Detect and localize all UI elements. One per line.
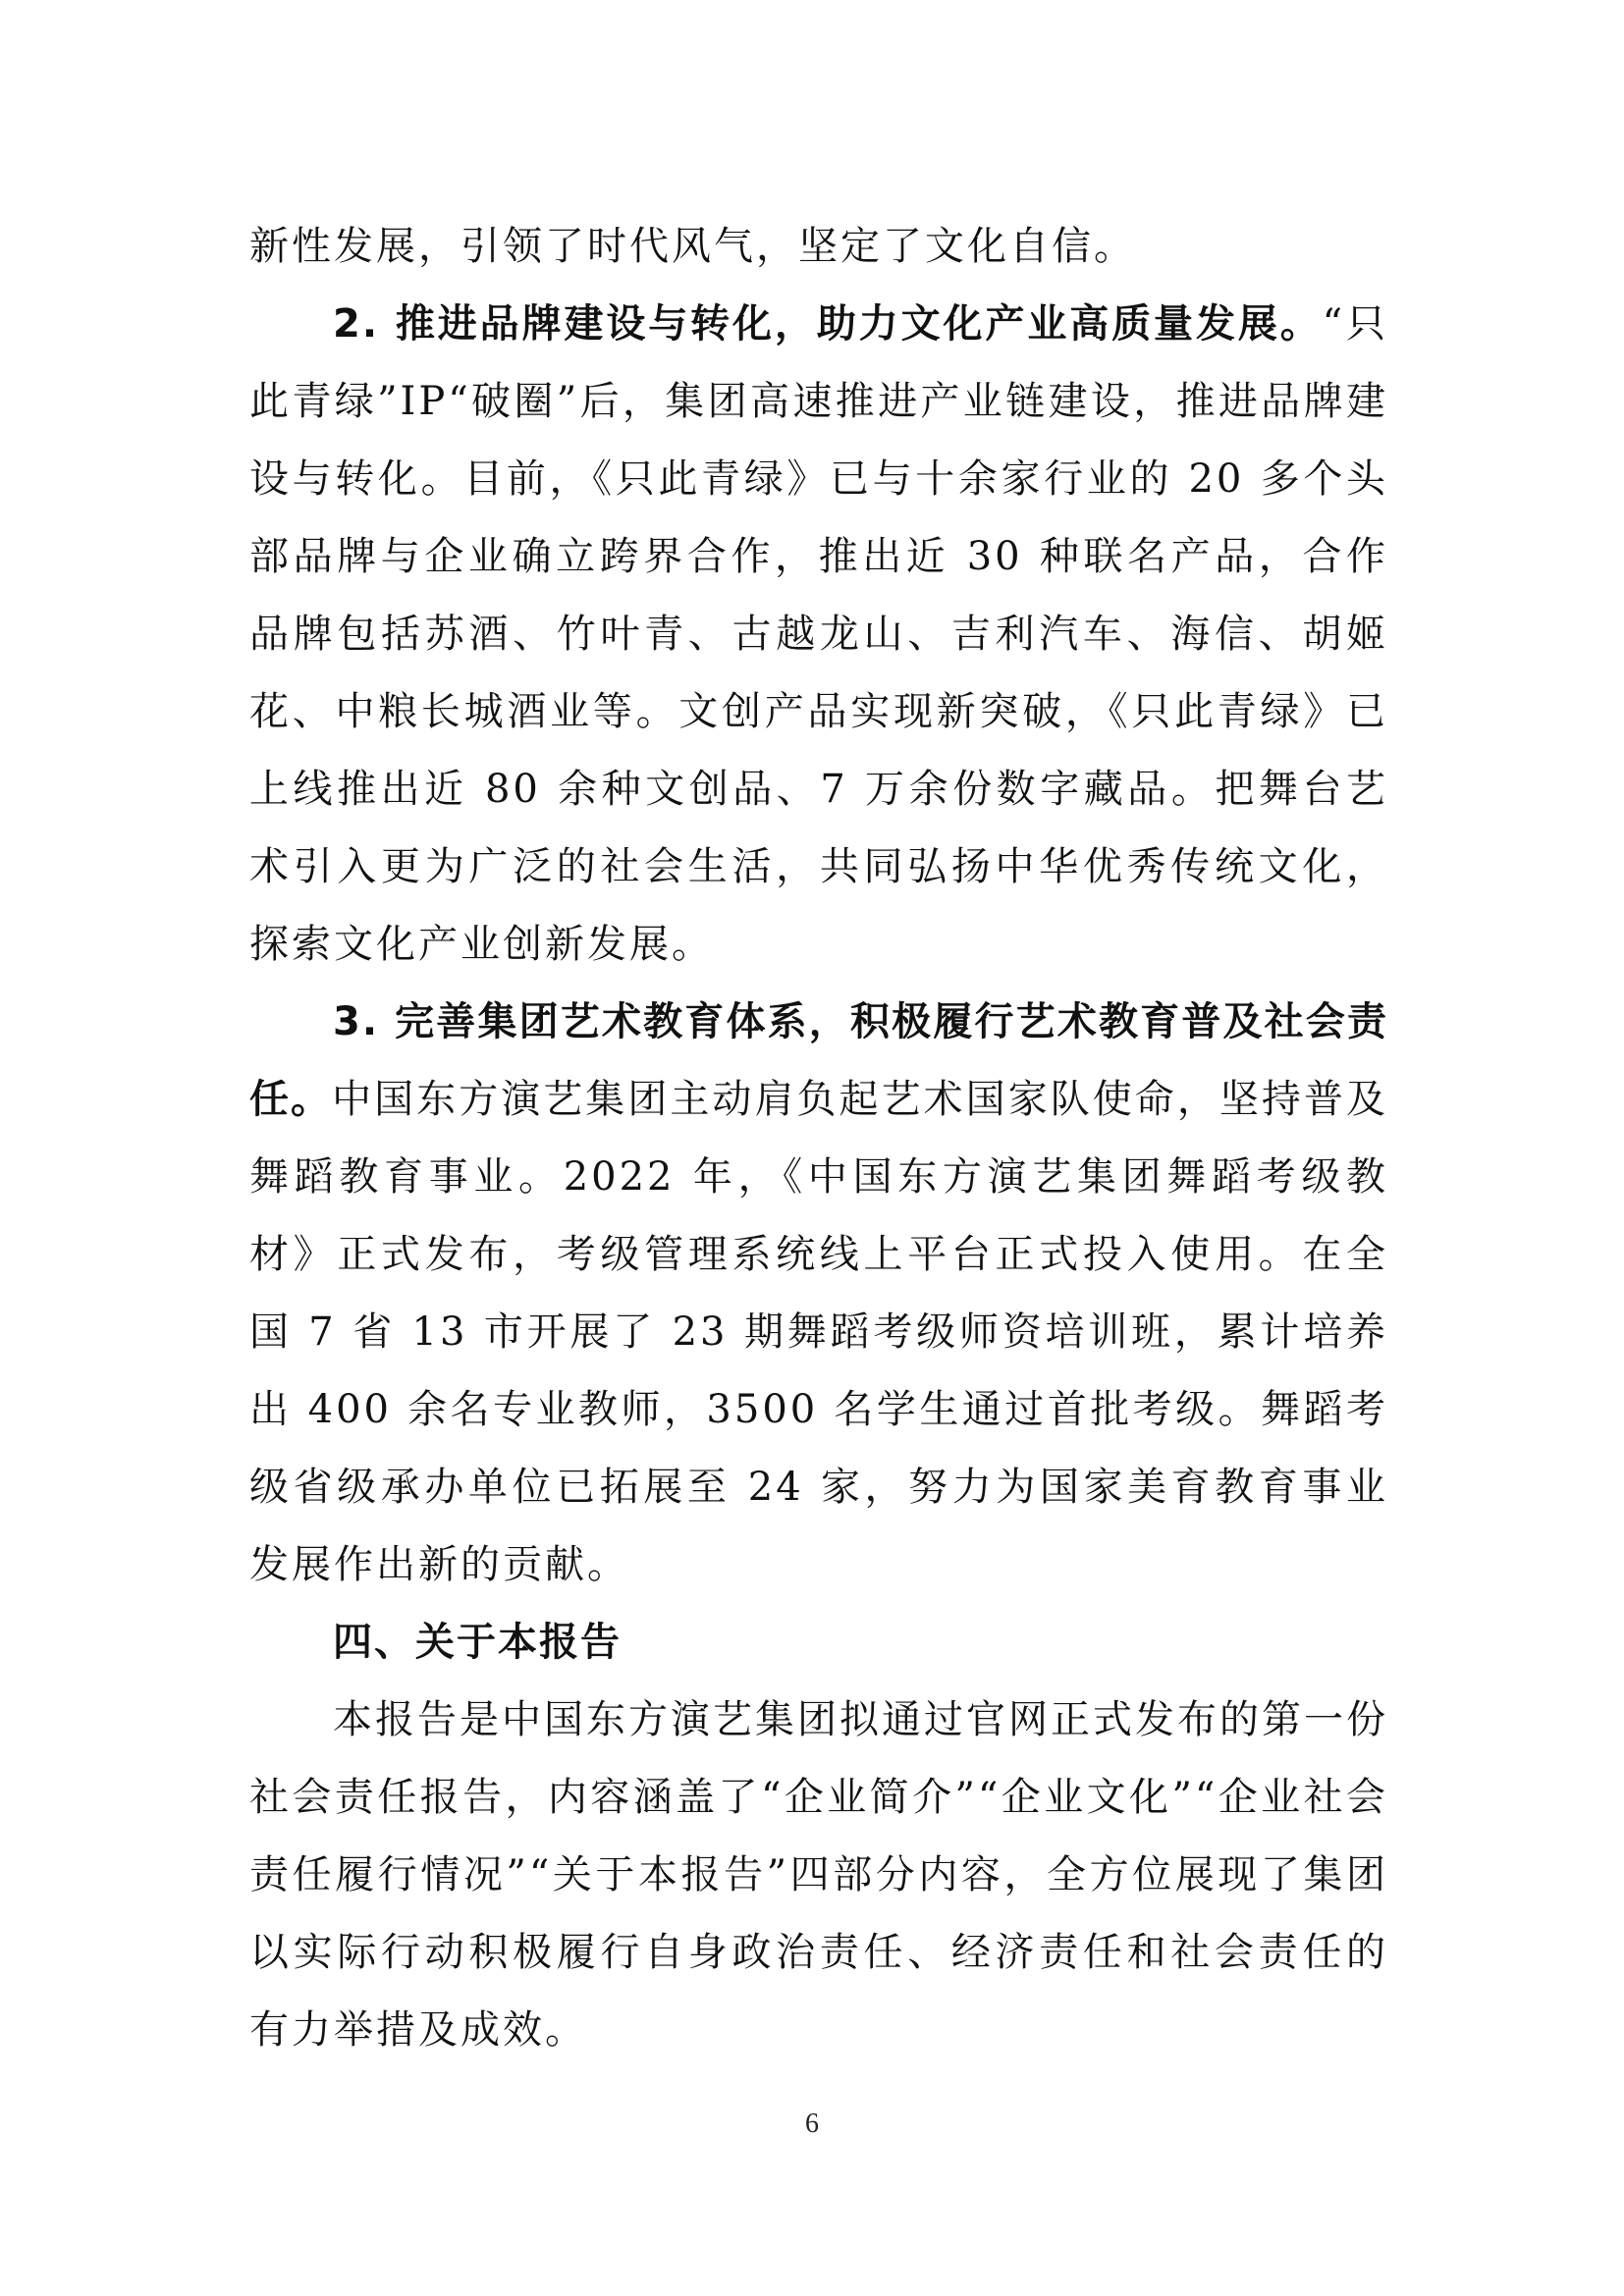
paragraph-art-education (249, 984, 1388, 1604)
paragraph-lead: 2. 推进品牌建设与转化，助力文化产业高质量发展。 (333, 301, 1323, 347)
body-text (249, 208, 1388, 2069)
paragraph-text: “只此青绿”IP“破圈”后，集团高速推进产业链建设，推进品牌建设与转化。目前，《只此青绿》已与十余家行业的 20 多个头部品牌与企业确立跨界合作，推出近 30 种联名产品，合作品牌包括苏酒、竹叶青、古越龙山、吉利汽车、海信、胡姬花、中粮长城酒业等。文创产品实现新突破，《只此青绿》已上线推出近 80 余种文创品、7 万余份数字藏品。把舞台艺术引入更为广泛的社会生活，共同弘扬中华优秀传统文化，探索文化产业创新发展。 (249, 301, 1389, 967)
paragraph-text: 本报告是中国东方演艺集团拟通过官网正式发布的第一份社会责任报告，内容涵盖了“企业简介”“企业文化”“企业社会责任履行情况”“关于本报告”四部分内容，全方位展现了集团以实际行动积极履行自身政治责任、经济责任和社会责任的有力举措及成效。 (249, 1697, 1388, 2053)
paragraph-text: 中国东方演艺集团主动肩负起艺术国家队使命，坚持普及舞蹈教育事业。2022 年，《中国东方演艺集团舞蹈考级教材》正式发布，考级管理系统线上平台正式投入使用。在全国 7 省 13 市开展了 23 期舞蹈考级师资培训班，累计培养出 400 余名专业教师，3500 名学生通过首批考级。舞蹈考级省级承办单位已拓展至 24 家，努力为国家美育教育事业发展作出新的贡献。 (249, 1077, 1389, 1587)
page-number: 6 (805, 2109, 819, 2139)
paragraph-lead: 3. 完善集团艺术教育体系，积极履行艺术教育普及社会责任。 (249, 999, 1388, 1122)
paragraph-continuation (249, 208, 1388, 286)
section-heading: 四、关于本报告 (333, 1620, 622, 1665)
paragraph-about-report (249, 1682, 1388, 2069)
paragraph-text: 新性发展，引领了时代风气，坚定了文化自信。 (249, 224, 1136, 269)
paragraph-brand-building (249, 286, 1388, 984)
